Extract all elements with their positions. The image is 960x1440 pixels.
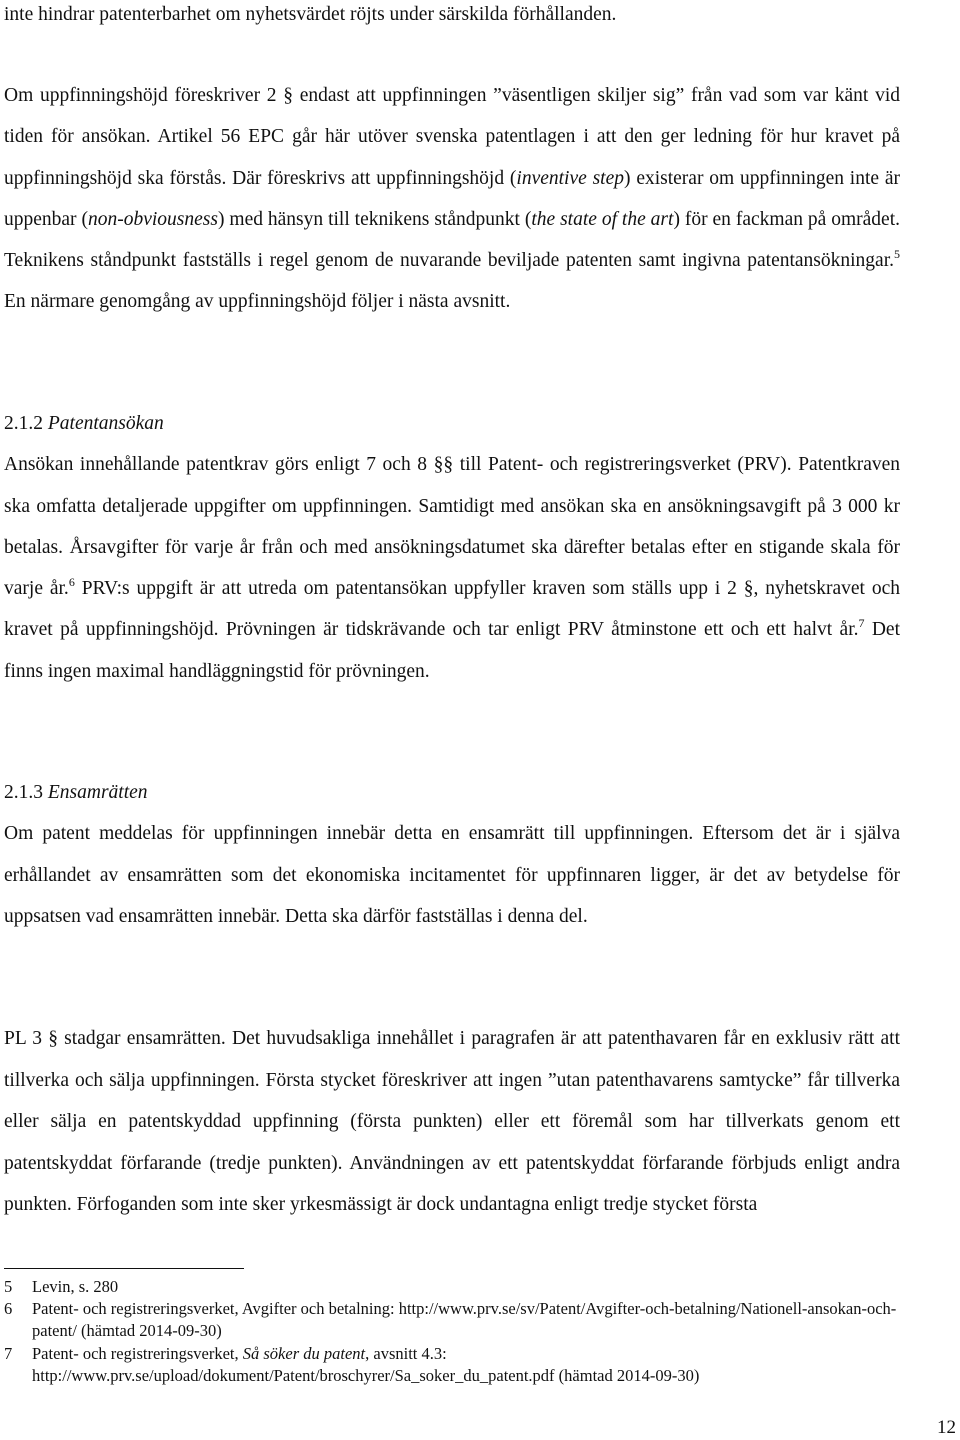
section-heading-2-1-3: 2.1.3 Ensamrätten xyxy=(4,782,148,803)
paragraph-pl3: PL 3 § stadgar ensamrätten. Det huvudsakliga innehållet i paragrafen är att patenthavaren får en exklusiv rätt att tillverka och sälja uppfinningen. Första stycket föreskriver att ingen ”utan patenthavarens samtycke” får tillverka eller sälja en patentskyddad uppfinning (första punkten) eller ett föremål som har tillverkats genom ett patentskyddat förfarande (tredje punkten). Användningen av ett patentskyddat förfarande förbjuds enligt andra punkten. Förfoganden som inte sker yrkesmässigt är dock undantagna enligt tredje stycket första xyxy=(4,1028,900,1216)
page-number: 12 xyxy=(937,1417,956,1438)
term-non-obviousness: non-obviousness xyxy=(87,208,218,230)
term-inventive-step: inventive step xyxy=(516,167,625,189)
section-ensamratten: 2.1.3 Ensamrätten Om patent meddelas för uppfinningen innebär detta en ensamrätt till uppfinningen. Eftersom det är i själva erhållandet av ensamrätten som det ekonomiska incitamentet för uppfinnaren ligger, är det av betydelse för uppsatsen vad ensamrätten innebär. Detta ska därför fastställas i denna del. xyxy=(4,772,900,937)
section-heading-2-1-2: 2.1.2 Patentansökan xyxy=(4,413,164,434)
footnote-5: 5 Levin, s. 280 xyxy=(4,1277,119,1296)
footnote-6: 6 Patent- och registreringsverket, Avgifter och betalning: http://www.prv.se/sv/Patent/Avgifter-och-betalning/Nationell-ansokan-och-patent/ (hämtad 2014-09-30) xyxy=(4,1299,897,1340)
term-state-of-the-art: the state of the art xyxy=(531,208,674,230)
section-patentansokan: 2.1.2 Patentansökan Ansökan innehållande patentkrav görs enligt 7 och 8 §§ till Patent- och registreringsverket (PRV). Patentkraven ska omfatta detaljerade uppgifter om uppfinningen. Samtidigt med ansökan ska en ansökningsavgift på 3 000 kr betalas. Årsavgifter för varje år från och med ansökningsdatumet ska därefter betalas efter en stigande skala för varje år.$^6$ PRV:s uppgift är att utreda om patentansökan uppfyller kraven som ställs upp i 2 §, nyhetskravet och kravet på uppfinningshöjd. Prövningen är tidskrävande och tar enligt PRV åtminstone ett och ett halvt år.$^7$ Det finns ingen maximal handläggningstid för prövningen. xyxy=(4,403,900,692)
footnote-ref-7: 7 xyxy=(858,616,865,631)
footnote-ref-6: 6 xyxy=(68,575,75,590)
paragraph-continuation: inte hindrar patenterbarhet om nyhetsvärdet röjts under särskilda förhållanden. xyxy=(4,4,617,25)
footnote-7: 7 Patent- och registreringsverket, Så söker du patent, avsnitt 4.3: http://www.prv.se/upload/dokument/Patent/broschyrer/Sa_soker_du_patent.pdf (hämtad 2014-09-30) xyxy=(4,1344,700,1385)
footnote-separator xyxy=(4,1268,244,1269)
paragraph-uppfinningshojd: Om uppfinningshöjd föreskriver 2 § endast att uppfinningen ”väsentligen skiljer sig” från vad som var känt vid tiden för ansökan. Artikel 56 EPC går här utöver svenska patentlagen i att den ger ledning för hur kravet på uppfinningshöjd ska förstås. Där föreskrivs att uppfinningshöjd (inventive step) existerar om uppfinningen inte är uppenbar (non-obviousness) med hänsyn till teknikens ståndpunkt (the state of the art) för en fackman på området. Teknikens ståndpunkt fastställs i regel genom de nuvarande beviljade patenten samt ingivna patentansökningar.$^5$ En närmare genomgång av uppfinningshöjd följer i nästa avsnitt. xyxy=(4,85,900,313)
footnote-ref-5: 5 xyxy=(894,247,900,262)
